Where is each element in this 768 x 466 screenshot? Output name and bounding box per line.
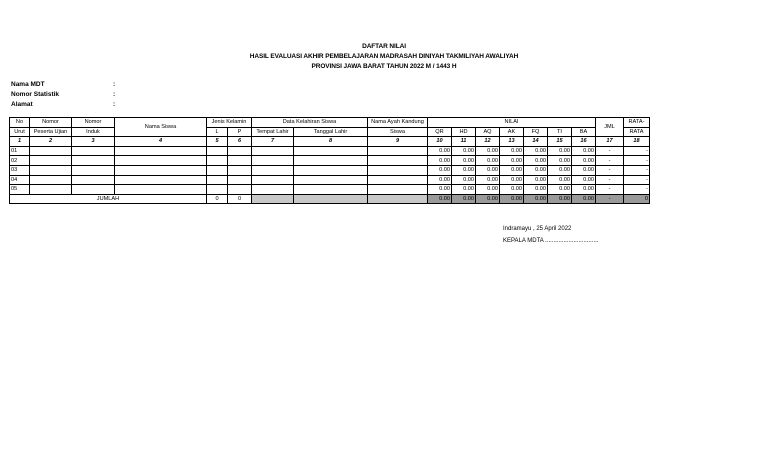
table-row: [10, 146, 650, 156]
table-row: [10, 165, 650, 175]
header-p: P: [228, 127, 252, 137]
header-rata-2: RATA: [624, 127, 650, 137]
score-cell: 0.00: [428, 165, 452, 175]
colon-nomor-statistik: :: [113, 91, 116, 98]
header-nilai: NILAI: [428, 118, 596, 128]
score-cell: 0.00: [548, 165, 572, 175]
header-siswa: Siswa: [368, 127, 428, 137]
score-cell: 0.00: [500, 165, 524, 175]
col-number: 4: [115, 137, 207, 147]
grades-table: [9, 117, 650, 204]
label-alamat: Alamat: [11, 101, 33, 108]
header-nomor-peserta: Nomor: [30, 118, 72, 128]
rata-cell: -: [624, 165, 650, 175]
header-nama-siswa: Nama Siswa: [115, 118, 207, 137]
total-p: 0: [228, 194, 252, 204]
header-subject: HD: [452, 127, 476, 137]
header-subject: AK: [500, 127, 524, 137]
score-cell: 0.00: [428, 185, 452, 195]
jml-cell: -: [596, 175, 624, 185]
header-subject: AQ: [476, 127, 500, 137]
total-score: 0.00: [548, 194, 572, 204]
label-nomor-statistik: Nomor Statistik: [11, 91, 60, 98]
header-tempat-lahir: Tempat Lahir: [252, 127, 294, 137]
label-nama-mdt: Nama MDT: [11, 81, 45, 88]
header-nomor-induk: Nomor: [72, 118, 115, 128]
header-urut: Urut: [10, 127, 30, 137]
score-cell: 0.00: [524, 175, 548, 185]
colon-alamat: :: [113, 101, 116, 108]
signature-place-date: Indramayu , 25 April 2022: [503, 226, 572, 232]
row-no: 01: [10, 146, 30, 156]
header-nama-ayah: Nama Ayah Kandung: [368, 118, 428, 128]
score-cell: 0.00: [548, 185, 572, 195]
colon-nama-mdt: :: [113, 81, 116, 88]
rata-cell: -: [624, 185, 650, 195]
score-cell: 0.00: [452, 156, 476, 166]
row-no: 05: [10, 185, 30, 195]
score-cell: 0.00: [428, 146, 452, 156]
header-tanggal-lahir: Tanggal Lahir: [294, 127, 368, 137]
score-cell: 0.00: [548, 146, 572, 156]
col-number: 17: [596, 137, 624, 147]
total-score: 0.00: [524, 194, 548, 204]
header-no: No: [10, 118, 30, 128]
score-cell: 0.00: [476, 175, 500, 185]
header-data-kelahiran: Data Kelahiran Siswa: [252, 118, 368, 128]
signature-title: KEPALA MDTA ................................: [503, 238, 599, 244]
score-cell: 0.00: [500, 185, 524, 195]
doc-title: DAFTAR NILAI: [362, 43, 406, 50]
header-row-2: [10, 127, 650, 137]
col-number: 1: [10, 137, 30, 147]
col-number: 14: [524, 137, 548, 147]
rata-cell: -: [624, 156, 650, 166]
score-cell: 0.00: [452, 146, 476, 156]
total-rata: 0: [624, 194, 650, 204]
score-cell: 0.00: [452, 165, 476, 175]
header-jml: JML: [596, 118, 624, 137]
score-cell: 0.00: [524, 156, 548, 166]
score-cell: 0.00: [548, 156, 572, 166]
table-row: [10, 175, 650, 185]
header-induk: Induk: [72, 127, 115, 137]
score-cell: 0.00: [524, 185, 548, 195]
col-number: 11: [452, 137, 476, 147]
col-number: 16: [572, 137, 596, 147]
score-cell: 0.00: [476, 156, 500, 166]
column-number-row: [10, 137, 650, 147]
row-no: 03: [10, 165, 30, 175]
score-cell: 0.00: [428, 175, 452, 185]
score-cell: 0.00: [500, 175, 524, 185]
score-cell: 0.00: [500, 146, 524, 156]
col-number: 10: [428, 137, 452, 147]
rata-cell: -: [624, 175, 650, 185]
col-number: 8: [294, 137, 368, 147]
score-cell: 0.00: [500, 156, 524, 166]
score-cell: 0.00: [572, 146, 596, 156]
total-score: 0.00: [452, 194, 476, 204]
col-number: 5: [207, 137, 228, 147]
score-cell: 0.00: [548, 175, 572, 185]
row-no: 02: [10, 156, 30, 166]
score-cell: 0.00: [572, 185, 596, 195]
score-cell: 0.00: [524, 165, 548, 175]
total-score: 0.00: [428, 194, 452, 204]
total-score: 0.00: [572, 194, 596, 204]
header-peserta-ujian: Peserta Ujian: [30, 127, 72, 137]
score-cell: 0.00: [524, 146, 548, 156]
total-score: 0.00: [500, 194, 524, 204]
total-l: 0: [207, 194, 228, 204]
doc-subtitle: HASIL EVALUASI AKHIR PEMBELAJARAN MADRASAH DINIYAH TAKMILIYAH AWALIYAH: [249, 53, 519, 60]
row-no: 04: [10, 175, 30, 185]
score-cell: 0.00: [452, 175, 476, 185]
col-number: 18: [624, 137, 650, 147]
score-cell: 0.00: [572, 165, 596, 175]
jml-cell: -: [596, 185, 624, 195]
header-subject: BA: [572, 127, 596, 137]
col-number: 9: [368, 137, 428, 147]
col-number: 13: [500, 137, 524, 147]
header-l: L: [207, 127, 228, 137]
rata-cell: -: [624, 146, 650, 156]
total-label: JUMLAH: [10, 194, 207, 204]
header-row-1: [10, 118, 650, 128]
header-rata: RATA-: [624, 118, 650, 128]
score-cell: 0.00: [476, 146, 500, 156]
score-cell: 0.00: [428, 156, 452, 166]
table-row: [10, 156, 650, 166]
header-subject: FQ: [524, 127, 548, 137]
table-row: [10, 185, 650, 195]
doc-province: PROVINSI JAWA BARAT TAHUN 2022 M / 1443 H: [311, 63, 457, 70]
score-cell: 0.00: [572, 156, 596, 166]
col-number: 3: [72, 137, 115, 147]
total-score: 0.00: [476, 194, 500, 204]
col-number: 12: [476, 137, 500, 147]
total-row: [10, 194, 650, 204]
jml-cell: -: [596, 146, 624, 156]
header-jenis-kelamin: Jenis Kelamin: [207, 118, 252, 128]
col-number: 2: [30, 137, 72, 147]
col-number: 15: [548, 137, 572, 147]
score-cell: 0.00: [452, 185, 476, 195]
jml-cell: -: [596, 156, 624, 166]
header-subject: TI: [548, 127, 572, 137]
score-cell: 0.00: [476, 165, 500, 175]
col-number: 6: [228, 137, 252, 147]
col-number: 7: [252, 137, 294, 147]
header-subject: QR: [428, 127, 452, 137]
total-jml: -: [596, 194, 624, 204]
jml-cell: -: [596, 165, 624, 175]
score-cell: 0.00: [476, 185, 500, 195]
score-cell: 0.00: [572, 175, 596, 185]
